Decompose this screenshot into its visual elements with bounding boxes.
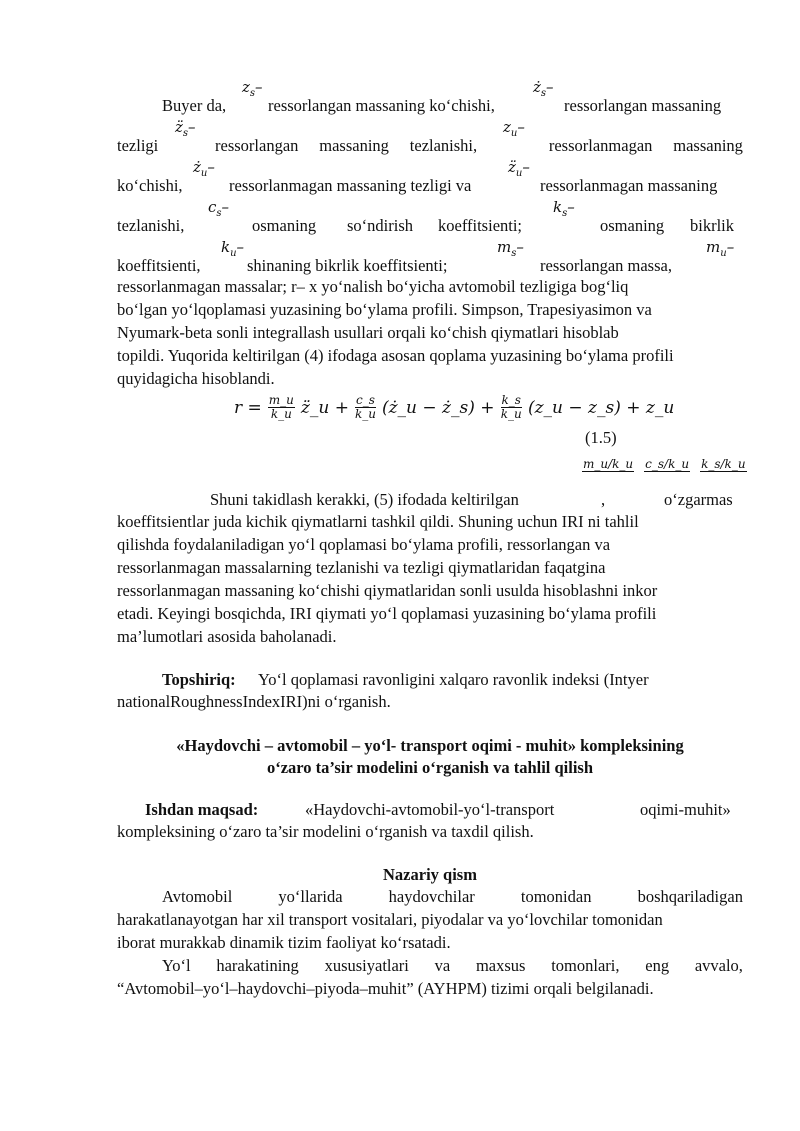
text-line: ressorlangan massaning bbox=[564, 96, 722, 115]
text-line: o‘zgarmas bbox=[664, 490, 733, 509]
text-line: osmaning bbox=[600, 216, 665, 235]
fraction: c_s/k_u bbox=[645, 457, 690, 471]
text-line: ressorlangan massa, bbox=[540, 256, 672, 275]
math-symbol: $k_s-$ bbox=[553, 198, 575, 219]
text-line: bo‘lgan yo‘lqoplamasi yuzasining bo‘ylama profili. Simpson, Trapesiyasimon va bbox=[117, 300, 652, 319]
math-symbol: $m_s-$ bbox=[497, 238, 524, 259]
text-line: etadi. Keyingi bosqichda, IRI qiymati yo‘l qoplamasi yuzasining bo‘ylama profili bbox=[117, 604, 657, 623]
text-line: ko‘chishi, bbox=[117, 176, 183, 195]
text-line: ressorlanmagan massaning bbox=[540, 176, 718, 195]
word: haydovchilar bbox=[388, 887, 475, 906]
math-symbol: $m_u-$ bbox=[706, 238, 735, 259]
formula-part: (z_u − z_s) + z_u bbox=[527, 397, 675, 418]
text-line: iborat murakkab dinamik tizim faoliyat ko‘rsatadi. bbox=[117, 933, 451, 952]
word: tomonidan bbox=[520, 887, 592, 906]
word: massaning bbox=[319, 136, 389, 155]
goal-label: Ishdan maqsad: bbox=[145, 800, 259, 819]
text-line: kompleksining o‘zaro ta’sir modelini o‘rganish va taxdil qilish. bbox=[117, 822, 534, 841]
text-line: shinaning bikrlik koeffitsienti; bbox=[247, 256, 448, 275]
text-line: nationalRoughnessIndexIRI)ni o‘rganish. bbox=[117, 692, 391, 711]
word: massaning bbox=[673, 136, 743, 155]
text-line: Nyumark-beta sonli integrallash usullari orqali ko‘chish qiymatlari hisoblab bbox=[117, 323, 619, 342]
text-line bbox=[162, 956, 743, 976]
word: ressorlangan bbox=[215, 136, 299, 155]
word: tezlanishi, bbox=[409, 136, 478, 155]
text-line: ressorlanmagan massalar; r– x yo‘nalish bo‘yicha avtomobil tezligiga bog‘liq bbox=[117, 277, 629, 296]
word: Yo‘l bbox=[162, 956, 191, 975]
formula-part: r = bbox=[234, 397, 262, 418]
text-line: qilishda foydalaniladigan yo‘l qoplamasi bo‘ylama profili, ressorlangan va bbox=[117, 535, 611, 554]
word: xususiyatlari bbox=[324, 956, 409, 975]
text-line: quyidagicha hisoblandi. bbox=[117, 369, 275, 388]
word: eng bbox=[645, 956, 670, 975]
text-line: , bbox=[601, 490, 606, 509]
text-line: so‘ndirish bbox=[347, 216, 413, 235]
fraction: $\frac{k\_s}{k\_u}$ bbox=[500, 393, 522, 421]
section-title: o‘zaro ta’sir modelini o‘rganish va tahlil qilish bbox=[266, 758, 594, 777]
formula-part: z̈_u + bbox=[300, 397, 349, 418]
word: avvalo, bbox=[694, 956, 743, 975]
word: maxsus bbox=[475, 956, 526, 975]
text-line: koeffitsienti, bbox=[117, 256, 201, 275]
fraction: k_s/k_u bbox=[701, 457, 746, 471]
word: yo‘llarida bbox=[278, 887, 343, 906]
text-line: ressorlanmagan massalarning tezlanishi va tezligi qiymatlaridan faqatgina bbox=[117, 558, 606, 577]
text-line bbox=[215, 136, 743, 156]
word: harakatining bbox=[216, 956, 299, 975]
text-line: osmaning bbox=[252, 216, 317, 235]
text-line: «Haydovchi-avtomobil-yo‘l-transport bbox=[305, 800, 555, 819]
word: boshqariladigan bbox=[637, 887, 743, 906]
fraction: $\frac{c\_s}{k\_u}$ bbox=[354, 393, 376, 421]
text-line: ressorlanmagan massaning ko‘chishi qiymatlaridan sonli usulda hisoblashni inkor bbox=[117, 581, 658, 600]
text-line: topildi. Yuqorida keltirilgan (4) ifodaga asosan qoplama yuzasining bo‘ylama profili bbox=[117, 346, 674, 365]
text-line: koeffitsienti; bbox=[438, 216, 523, 235]
word: Avtomobil bbox=[162, 887, 233, 906]
math-symbol: $ż_u-$ bbox=[193, 158, 215, 179]
text-line: “Avtomobil–yo‘l–haydovchi–piyoda–muhit” (AYHPM) tizimi orqali belgilanadi. bbox=[117, 979, 654, 998]
word: ressorlanmagan bbox=[548, 136, 653, 155]
math-symbol: $k_u-$ bbox=[221, 238, 245, 259]
task-label: Topshiriq: bbox=[162, 670, 236, 689]
word: va bbox=[434, 956, 451, 975]
equation-number: (1.5) bbox=[585, 428, 617, 447]
formula-part: (ż_u − ż_s) + bbox=[381, 397, 495, 418]
fraction: m_u/k_u bbox=[583, 457, 634, 471]
math-symbol: $ż_s-$ bbox=[533, 78, 554, 99]
word: tomonlari, bbox=[551, 956, 620, 975]
text-line: Yo‘l qoplamasi ravonligini xalqaro ravonlik indeksi (Intyer bbox=[258, 670, 649, 689]
text-line: harakatlanayotgan har xil transport vositalari, piyodalar va yo‘lovchilar tomonidan bbox=[117, 910, 663, 929]
math-symbol: $z_s-$ bbox=[242, 78, 263, 99]
text-line: oqimi-muhit» bbox=[640, 800, 731, 819]
text-line: bikrlik bbox=[690, 216, 734, 235]
text-line: koeffitsientlar juda kichik qiymatlarni tashkil qildi. Shuning uchun IRI ni tahlil bbox=[117, 512, 639, 531]
text-line: Shuni takidlash kerakki, (5) ifodada keltirilgan bbox=[210, 490, 519, 509]
text-line: ressorlanmagan massaning tezligi va bbox=[229, 176, 472, 195]
text-line: Buyer da, bbox=[162, 96, 227, 115]
section-title: «Haydovchi – avtomobil – yo‘l- transport oqimi - muhit» kompleksining bbox=[176, 736, 684, 755]
fraction: $\frac{m\_u}{k\_u}$ bbox=[268, 393, 294, 421]
fraction-group bbox=[580, 458, 749, 472]
math-symbol: $z_u-$ bbox=[503, 118, 525, 139]
text-line: tezlanishi, bbox=[117, 216, 185, 235]
math-symbol: $z̈_s-$ bbox=[175, 118, 196, 139]
equation-1-5 bbox=[234, 394, 674, 421]
math-symbol: $c_s-$ bbox=[208, 198, 230, 219]
text-line bbox=[162, 887, 743, 907]
math-symbol: $z̈_u-$ bbox=[508, 158, 530, 179]
text-line: tezligi bbox=[117, 136, 159, 155]
text-line: ma’lumotlari asosida baholanadi. bbox=[117, 627, 337, 646]
text-line: ressorlangan massaning ko‘chishi, bbox=[268, 96, 495, 115]
section-heading: Nazariy qism bbox=[383, 865, 477, 884]
